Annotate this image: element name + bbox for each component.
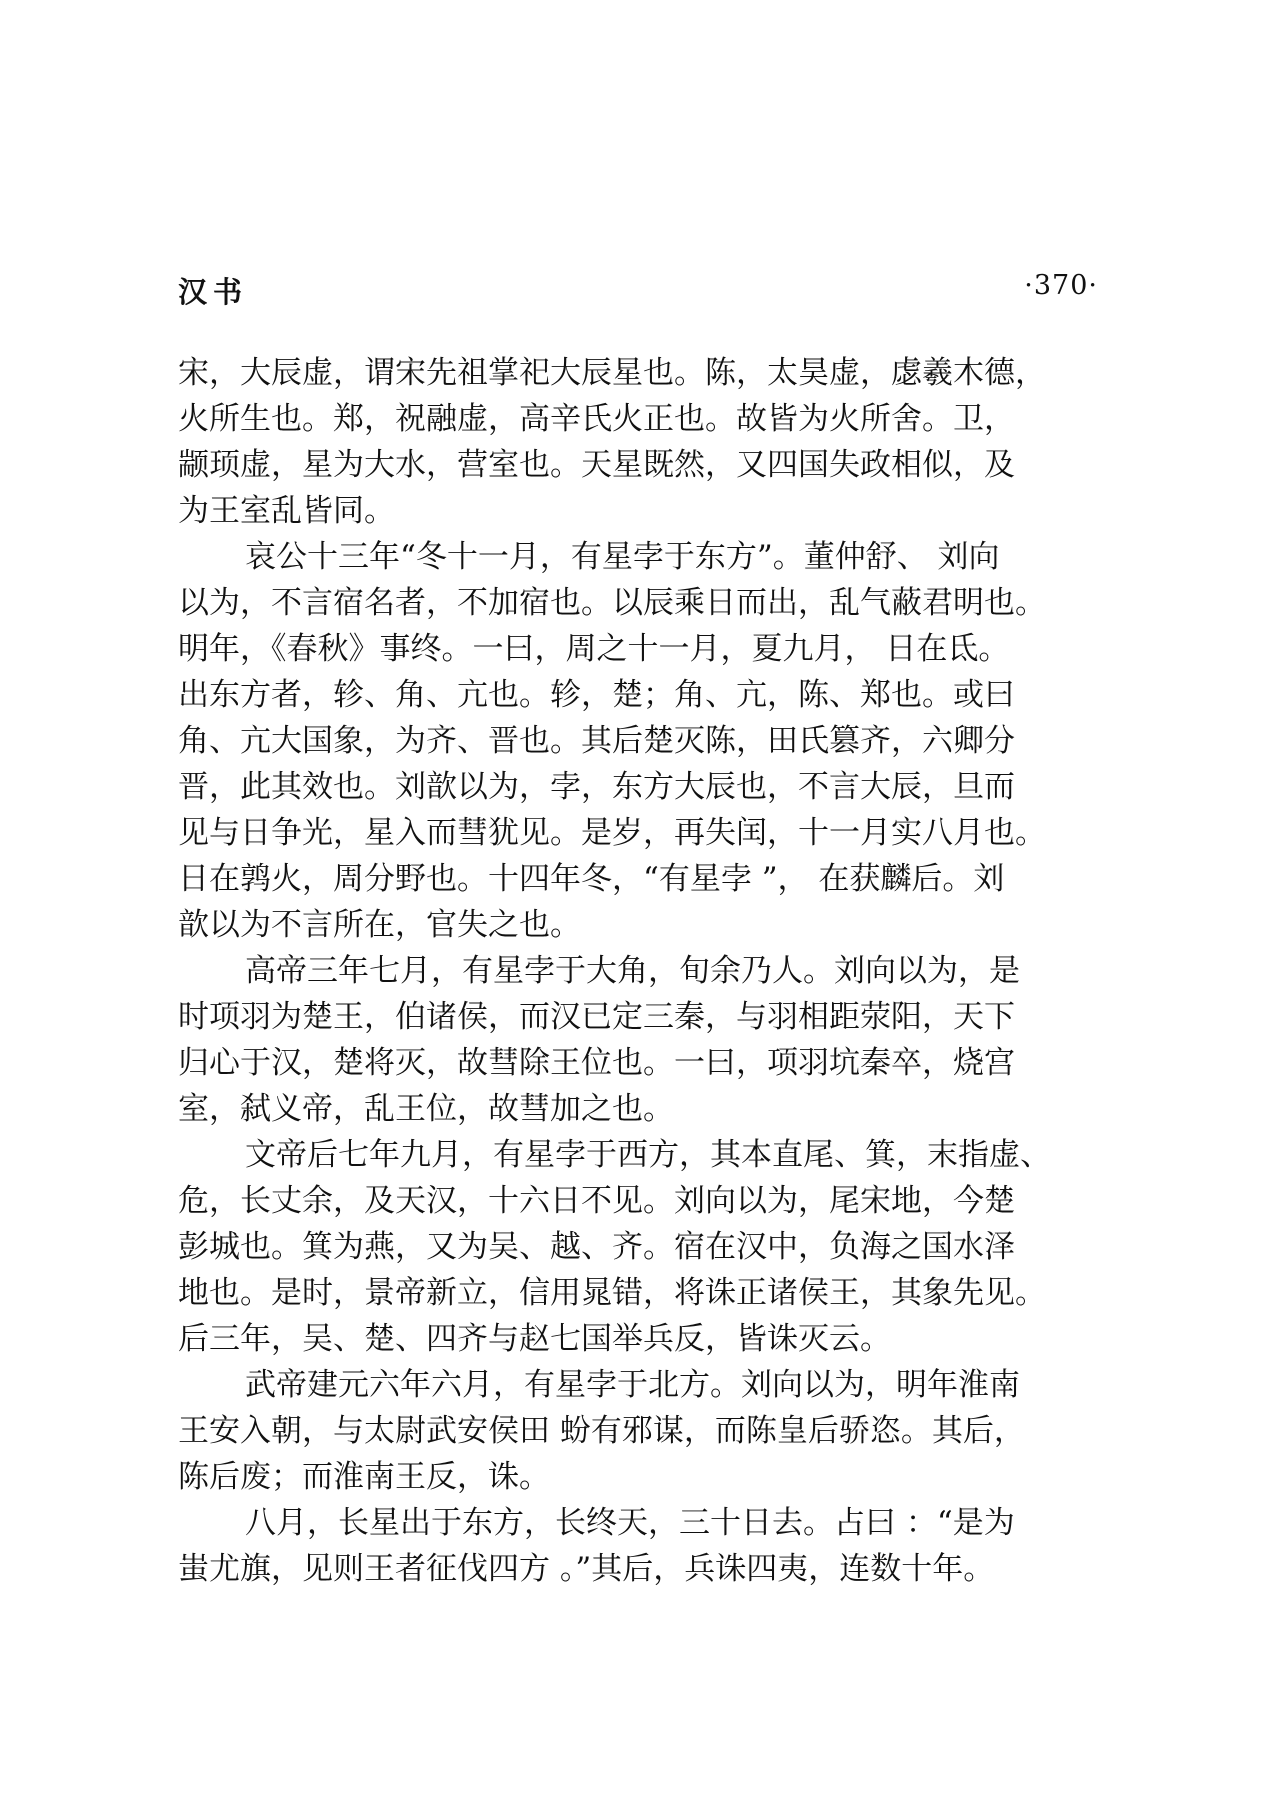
paragraph-start-line: 高帝三年七月，有星孛于大角，旬余乃人。刘向以为，是 <box>245 953 1020 989</box>
text-line: 颛顼虚，星为大水，营室也。天星既然，又四国失政相似，及 <box>178 447 1015 483</box>
text-line: 日在鹑火，周分野也。十四年冬，“有星孛 ”， 在获麟后。刘 <box>178 861 1005 897</box>
text-line: 见与日争光，星入而彗犹见。是岁，再失闰，十一月实八月也。 <box>178 815 1046 851</box>
paragraph-start-line: 文帝后七年九月，有星孛于西方，其本直尾、箕，末指虚、 <box>245 1137 1051 1173</box>
running-head <box>178 270 1098 310</box>
text-line: 火所生也。郑，祝融虚，高辛氏火正也。故皆为火所舍。卫， <box>178 401 1015 437</box>
text-line: 归心于汉，楚将灭，故彗除王位也。一曰，项羽坑秦卒，烧宫 <box>178 1045 1015 1081</box>
text-line: 以为，不言宿名者，不加宿也。以辰乘日而出，乱气蔽君明也。 <box>178 585 1046 621</box>
text-line: 王安入朝，与太尉武安侯田 蚡有邪谋，而陈皇后骄恣。其后， <box>178 1413 1025 1449</box>
page-number: ·370· <box>1024 270 1098 301</box>
body-text <box>178 350 1098 1592</box>
text-line: 室，弑义帝，乱王位，故彗加之也。 <box>178 1091 674 1127</box>
text-line: 时项羽为楚王，伯诸侯，而汉已定三秦，与羽相距荥阳，天下 <box>178 999 1015 1035</box>
text-line: 陈后废；而淮南王反，诛。 <box>178 1459 550 1495</box>
text-line: 地也。是时，景帝新立，信用晁错，将诛正诸侯王，其象先见。 <box>178 1275 1046 1311</box>
text-line: 危，长丈余，及天汉，十六日不见。刘向以为，尾宋地，今楚 <box>178 1183 1015 1219</box>
text-line: 出东方者，轸、角、亢也。轸，楚；角、亢，陈、郑也。或曰 <box>178 677 1015 713</box>
text-line: 蚩尤旗，见则王者征伐四方 。”其后，兵诛四夷，连数十年。 <box>178 1551 995 1587</box>
text-line: 明年，《春秋》事终。一曰，周之十一月，夏九月， 日在氐。 <box>178 631 1010 667</box>
paragraph-start-line: 哀公十三年“冬十一月，有星孛于东方”。董仲舒、 刘向 <box>245 539 1000 575</box>
text-line: 为王室乱皆同。 <box>178 493 395 529</box>
text-line: 后三年，吴、楚、四齐与赵七国举兵反，皆诛灭云。 <box>178 1321 891 1357</box>
paragraph-start-line: 八月，长星出于东方，长终天，三十日去。占曰 ：“是为 <box>245 1505 1015 1541</box>
text-line: 歆以为不言所在，官失之也。 <box>178 907 581 943</box>
text-line: 角、亢大国象，为齐、晋也。其后楚灭陈，田氏篡齐，六卿分 <box>178 723 1015 759</box>
book-title: 汉书 <box>178 275 249 309</box>
text-line: 彭城也。箕为燕，又为吴、越、齐。宿在汉中，负海之国水泽 <box>178 1229 1015 1265</box>
text-line: 晋，此其效也。刘歆以为，孛，东方大辰也，不言大辰，旦而 <box>178 769 1015 805</box>
text-line: 宋，大辰虚，谓宋先祖掌祀大辰星也。陈，太昊虚，虙羲木德， <box>178 355 1046 391</box>
paragraph-start-line: 武帝建元六年六月，有星孛于北方。刘向以为，明年淮南 <box>245 1367 1020 1403</box>
